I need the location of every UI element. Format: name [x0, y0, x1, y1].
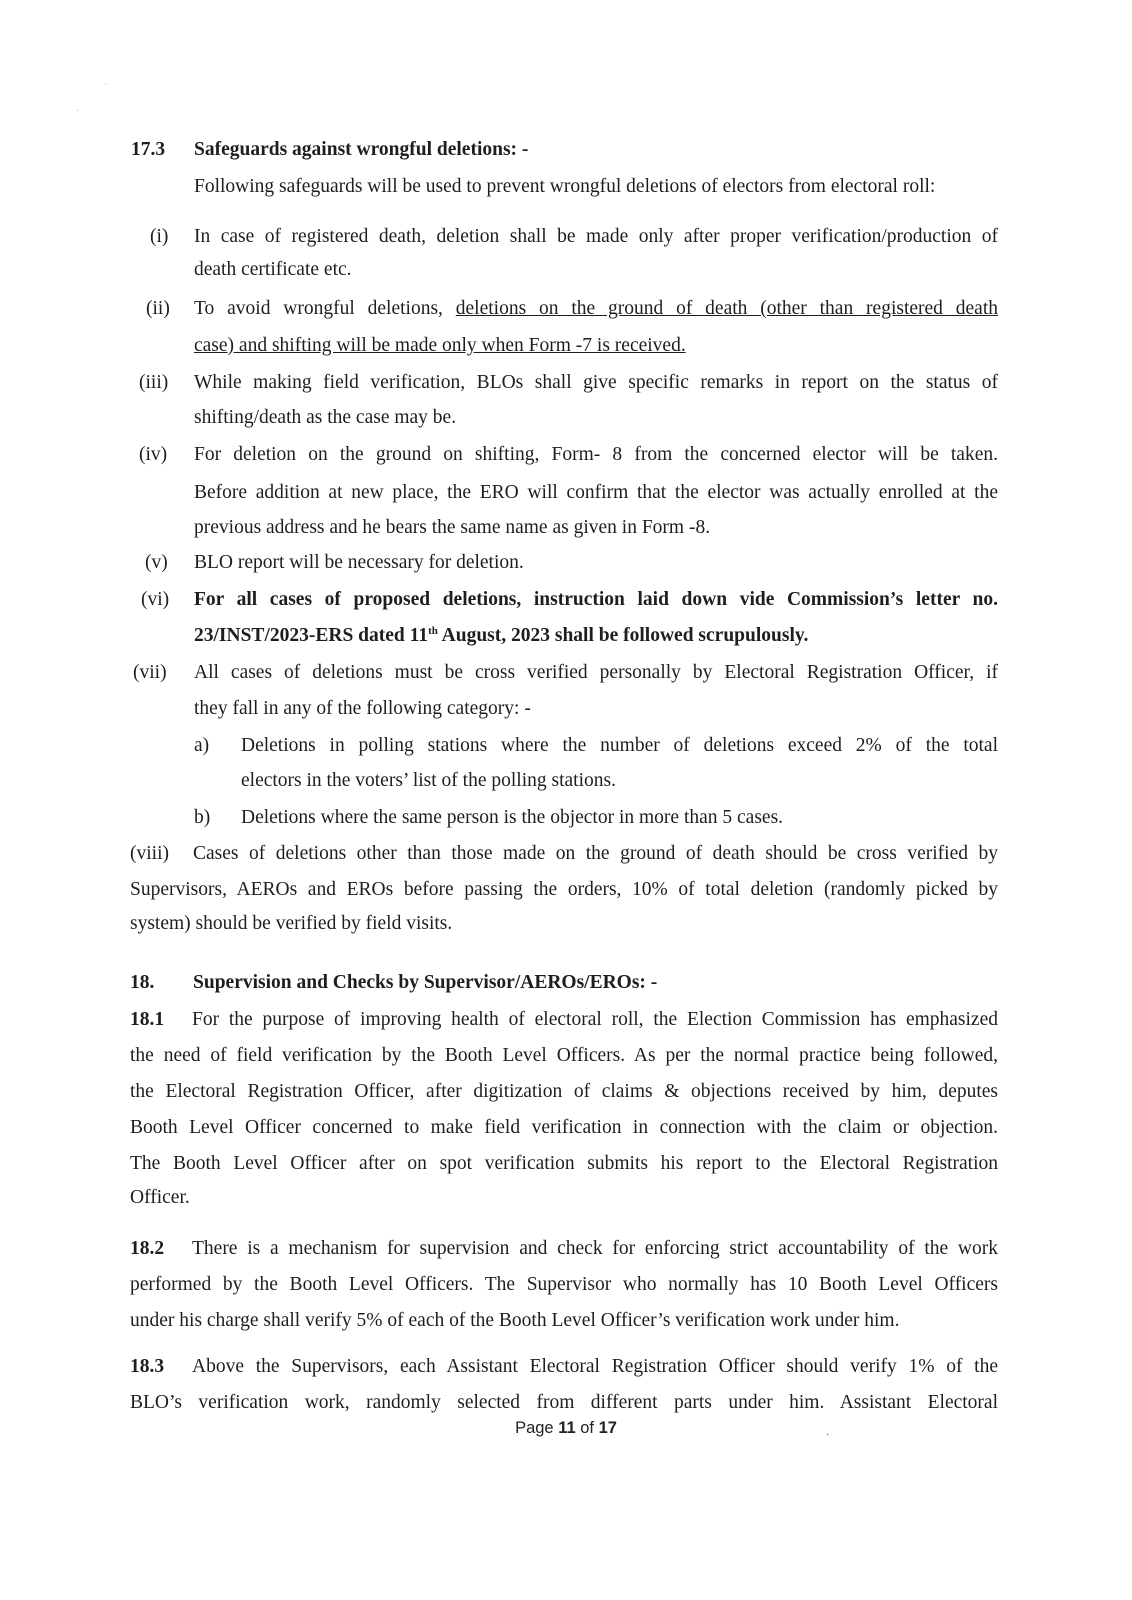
- subitem-text: Deletions in polling stations where the number of deletions exceed 2% of the total: [241, 735, 998, 756]
- item-text: [194, 297, 998, 321]
- paragraph-number: 18.1: [130, 1009, 165, 1030]
- page-footer: [0, 1419, 1132, 1438]
- subitem-text: electors in the voters’ list of the polling stations.: [241, 770, 616, 791]
- item-number: (ii): [146, 298, 170, 319]
- letter-ref: 23/INST/2023-ERS dated 11: [194, 625, 429, 646]
- subitem-number: b): [194, 807, 211, 828]
- item-text: shifting/death as the case may be.: [194, 407, 457, 428]
- item-text: All cases of deletions must be cross verified personally by Electoral Registration Officer, if: [194, 662, 998, 683]
- item-text: Cases of deletions other than those made on the ground of death should be cross verified by: [193, 843, 998, 864]
- item-text: For deletion on the ground on shifting, Form- 8 from the concerned elector will be taken.: [194, 444, 998, 465]
- item-text: death certificate etc.: [194, 259, 352, 280]
- subitem-text: Deletions where the same person is the objector in more than 5 cases.: [241, 807, 784, 828]
- underlined-text: deletions on the ground of death (other than registered death: [455, 298, 998, 319]
- paragraph-text: BLO’s verification work, randomly selected from different parts under him. Assistant Electoral: [130, 1392, 998, 1413]
- scan-speck: ·: [76, 106, 80, 117]
- paragraph-text: under his charge shall verify 5% of each of the Booth Level Officer’s verification work under him.: [130, 1310, 900, 1331]
- current-page-number: 11: [558, 1419, 576, 1437]
- paragraph-number: 18.3: [130, 1356, 165, 1377]
- item-number: (i): [150, 226, 169, 247]
- item-text-prefix: To avoid wrongful deletions,: [194, 298, 456, 319]
- paragraph-text: The Booth Level Officer after on spot verification submits his report to the Electoral Registration: [130, 1153, 998, 1174]
- paragraph-text: For the purpose of improving health of electoral roll, the Election Commission has emphasized: [192, 1009, 998, 1030]
- item-text: While making field verification, BLOs shall give specific remarks in report on the status of: [194, 372, 998, 393]
- section-number: 17.3: [131, 139, 166, 160]
- paragraph-text: Above the Supervisors, each Assistant Electoral Registration Officer should verify 1% of the: [192, 1356, 998, 1377]
- section-number: 18.: [130, 972, 155, 993]
- section-intro: Following safeguards will be used to prevent wrongful deletions of electors from electoral roll:: [194, 176, 936, 197]
- underlined-text: case) and shifting will be made only when Form -7 is received.: [194, 335, 686, 356]
- item-text: BLO report will be necessary for deletion.: [194, 552, 524, 573]
- scan-speck: ·: [826, 1430, 830, 1441]
- item-number: (vii): [133, 662, 167, 683]
- paragraph-text: There is a mechanism for supervision and check for enforcing strict accountability of the work: [192, 1238, 998, 1259]
- page-of-label: of: [575, 1419, 599, 1437]
- letter-ref-rest: August, 2023 shall be followed scrupulously.: [437, 625, 809, 646]
- item-text-bold: [194, 624, 808, 648]
- item-text: system) should be verified by field visits.: [130, 913, 453, 934]
- item-number: (vi): [141, 589, 170, 610]
- item-text: Supervisors, AEROs and EROs before passing the orders, 10% of total deletion (randomly picked by: [130, 879, 998, 900]
- paragraph-text: the Electoral Registration Officer, after digitization of claims & objections received by him, deputes: [130, 1081, 998, 1102]
- paragraph-text: Booth Level Officer concerned to make field verification in connection with the claim or objection.: [130, 1117, 998, 1138]
- scan-speck: ·: [104, 80, 108, 91]
- item-text: In case of registered death, deletion shall be made only after proper verification/production of: [194, 226, 998, 247]
- paragraph-text: the need of field verification by the Booth Level Officers. As per the normal practice being followed,: [130, 1045, 998, 1066]
- total-page-count: 17: [598, 1419, 617, 1437]
- item-number: (viii): [130, 843, 169, 864]
- item-number: (v): [145, 552, 168, 573]
- paragraph-text: Officer.: [130, 1187, 190, 1208]
- page-label: Page: [515, 1419, 559, 1437]
- paragraph-text: performed by the Booth Level Officers. The Supervisor who normally has 10 Booth Level Officers: [130, 1274, 998, 1295]
- item-number: (iv): [139, 444, 168, 465]
- paragraph-number: 18.2: [130, 1238, 165, 1259]
- item-text: previous address and he bears the same name as given in Form -8.: [194, 517, 711, 538]
- section-title: Supervision and Checks by Supervisor/AEROs/EROs: -: [193, 972, 658, 993]
- subitem-number: a): [194, 735, 210, 756]
- section-title: Safeguards against wrongful deletions: -: [194, 139, 529, 160]
- ordinal-suffix: th: [428, 625, 438, 637]
- item-text: Before addition at new place, the ERO will confirm that the elector was actually enrolled at the: [194, 482, 998, 503]
- item-text: they fall in any of the following category: -: [194, 698, 531, 719]
- item-text-bold: For all cases of proposed deletions, instruction laid down vide Commission’s letter no.: [194, 589, 998, 610]
- item-number: (iii): [139, 372, 169, 393]
